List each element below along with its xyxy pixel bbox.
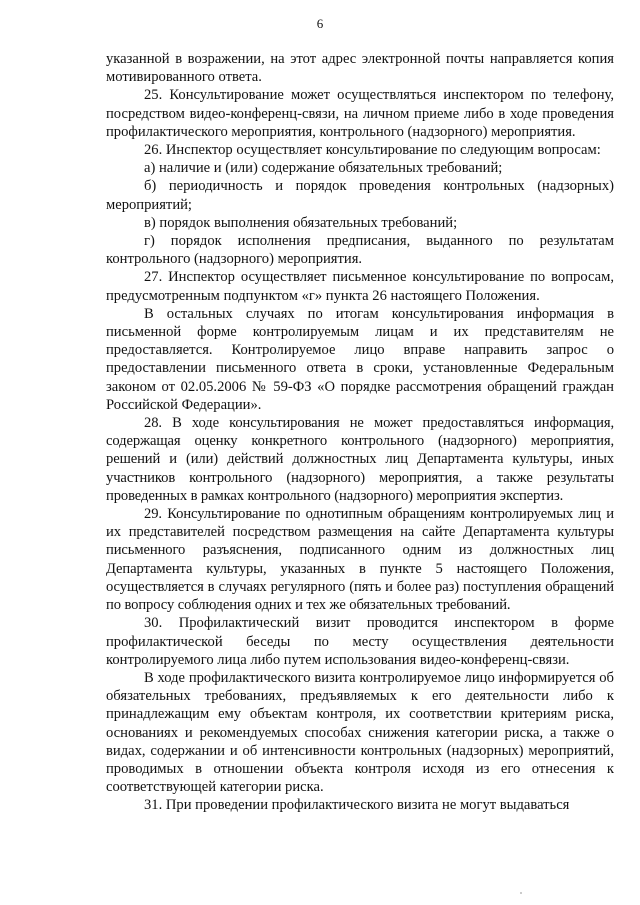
paragraph: В остальных случаях по итогам консультирования информация в письменной форме контролируемым лицам и их представителям не предоставляется. Контролируемое лицо вправе направить запрос о предоставлении письменного ответа в сроки, установленные Федеральным законом от 02.05.2006 № 59-ФЗ «О порядке рассмотрения обращений граждан Российской Федерации».	[106, 305, 614, 413]
paragraph: В ходе профилактического визита контролируемое лицо информируется об обязательных требованиях, предъявляемых к его деятельности либо к принадлежащим ему объектам контроля, их соответствии критериям риска, основаниях и рекомендуемых способах снижения категории риска, а также о видах, содержании и об интенсивности контрольных (надзорных) мероприятий, проводимых в отношении объекта контроля исходя из его отнесения к соответствующей категории риска.	[106, 669, 614, 796]
paragraph: 27. Инспектор осуществляет письменное консультирование по вопросам, предусмотренным подпунктом «г» пункта 26 настоящего Положения.	[106, 269, 614, 304]
paragraph: 25. Консультирование может осуществляться инспектором по телефону, посредством видео-конференц-связи, на личном приеме либо в ходе проведения профилактического мероприятия, контрольного (надзорного) мероприятия.	[106, 87, 614, 140]
page-number: 6	[316, 16, 324, 31]
paragraph: б) периодичность и порядок проведения контрольных (надзорных) мероприятий;	[106, 178, 614, 213]
paragraph: 30. Профилактический визит проводится инспектором в форме профилактической беседы по месту осуществления деятельности контролируемого лица либо путем использования видео-конференц-связи.	[106, 615, 614, 668]
paragraph: 31. При проведении профилактического визита не могут выдаваться	[144, 797, 570, 814]
paragraph: указанной в возражении, на этот адрес электронной почты направляется копия мотивированного ответа.	[106, 51, 614, 86]
scan-speck	[520, 892, 522, 894]
document-body	[106, 50, 614, 815]
paragraph: а) наличие и (или) содержание обязательных требований;	[144, 160, 503, 177]
paragraph: г) порядок исполнения предписания, выданного по результатам контрольного (надзорного) мероприятия.	[106, 233, 614, 268]
paragraph: 26. Инспектор осуществляет консультирование по следующим вопросам:	[144, 142, 601, 159]
paragraph: 29. Консультирование по однотипным обращениям контролируемых лиц и их представителей посредством размещения на сайте Департамента культуры письменного разъяснения, подписанного одним из должностных лиц Департамента культуры, указанных в пункте 5 настоящего Положения, осуществляется в случаях регулярного (пять и более раз) поступления обращений по вопросу соблюдения одних и тех же обязательных требований.	[106, 506, 614, 614]
paragraph: в) порядок выполнения обязательных требований;	[144, 214, 458, 231]
paragraph: 28. В ходе консультирования не может предоставляться информация, содержащая оценку конкретного контрольного (надзорного) мероприятия, решений и (или) действий должностных лиц Департамента культуры, иных участников контрольного (надзорного) мероприятия, а также результаты проведенных в рамках контрольного (надзорного) мероприятия экспертиз.	[106, 415, 614, 504]
